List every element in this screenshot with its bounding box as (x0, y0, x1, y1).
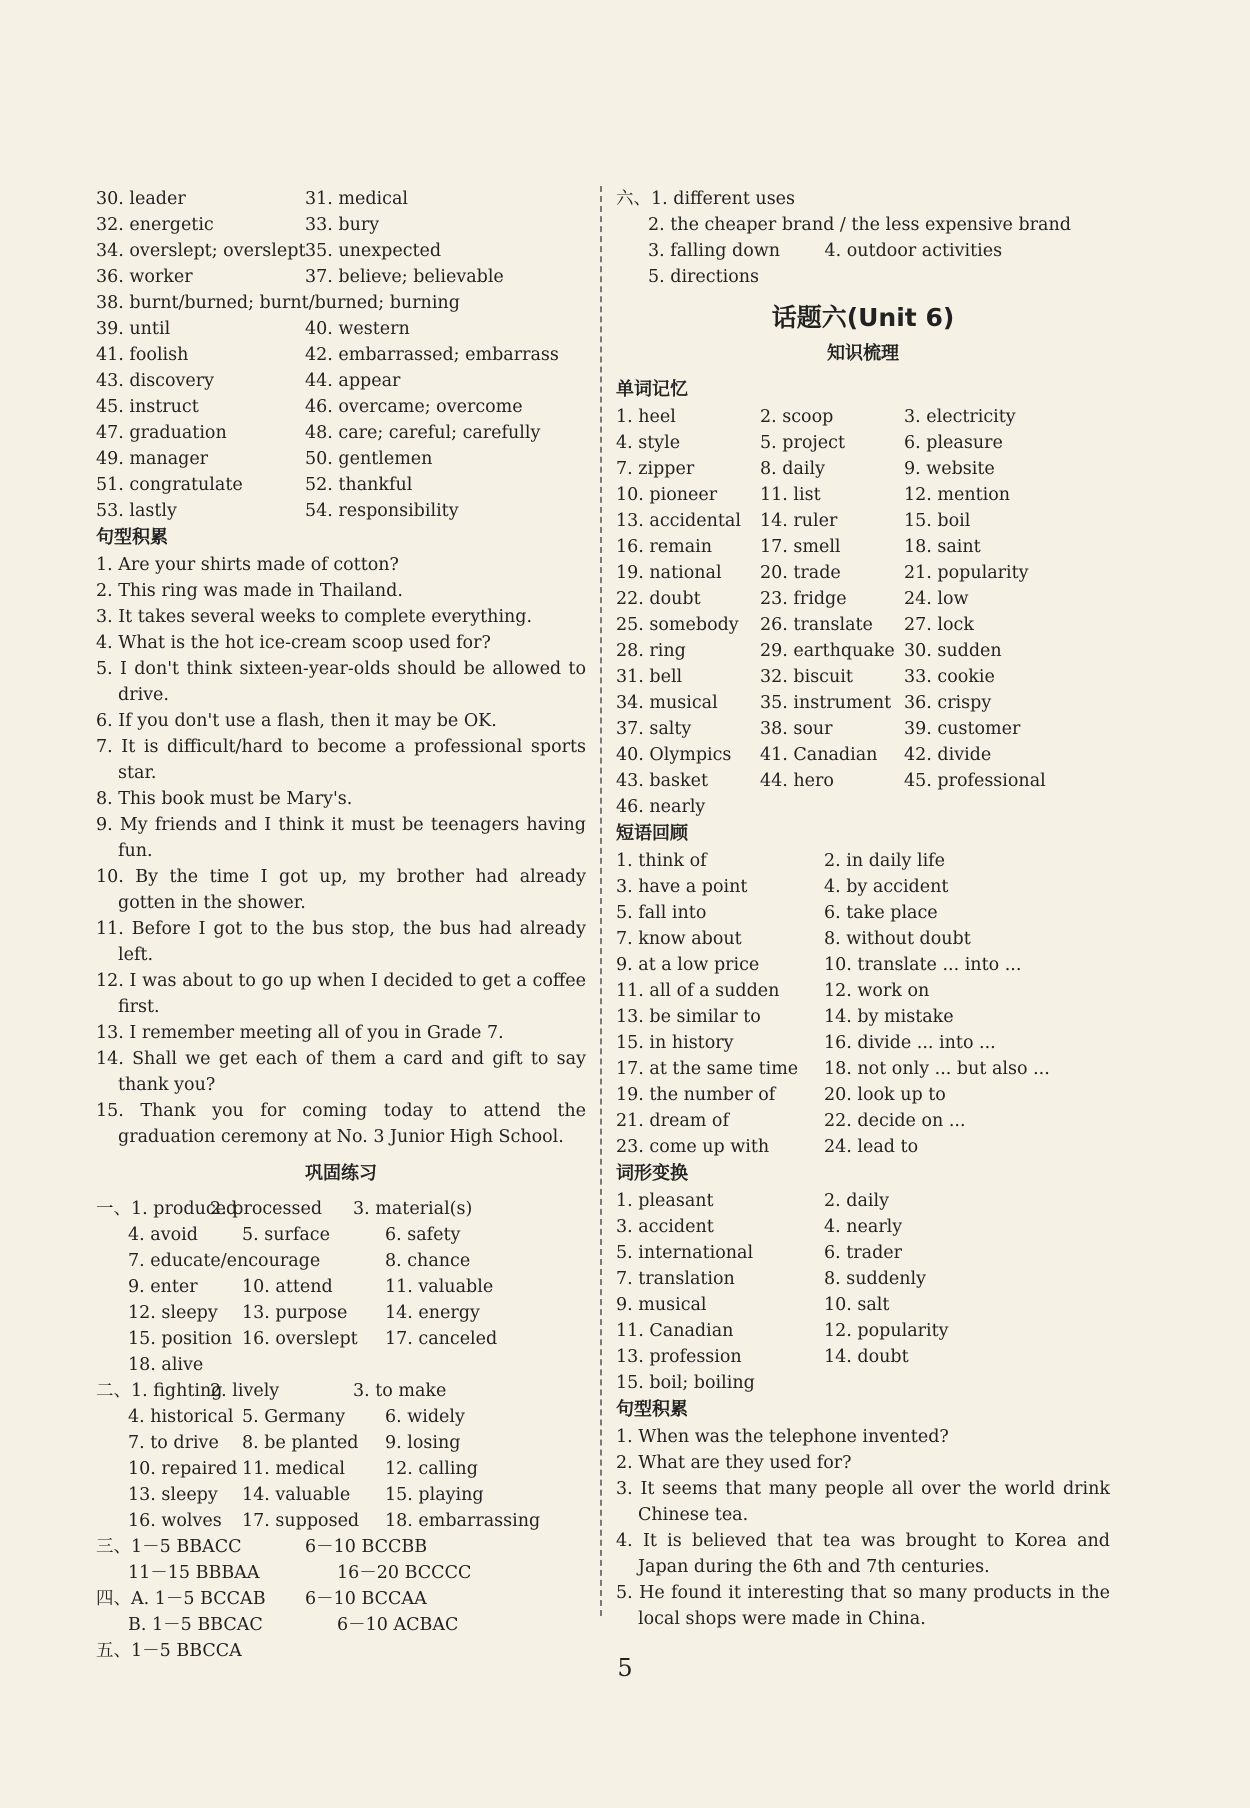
vocab-answer: 38. burnt/burned; burnt/burned; burning (96, 293, 460, 313)
practice-answer: 11. medical (242, 1459, 345, 1479)
practice-answer: 10. repaired (128, 1459, 238, 1479)
practice-answer: 17. canceled (385, 1329, 498, 1349)
practice-answer: 5. surface (242, 1225, 330, 1245)
word-form-answer: 12. popularity (824, 1321, 949, 1341)
choice-answer: 五、1－5 BBCCA (96, 1641, 242, 1661)
practice-answer: 二、1. fighting (96, 1381, 223, 1401)
sentence-answer: 3. It takes several weeks to complete everything. (96, 607, 533, 627)
phrase-answer: 13. be similar to (616, 1007, 761, 1027)
practice-answer: 9. losing (385, 1433, 461, 1453)
answer-row (616, 768, 1110, 794)
word-answer: 20. trade (760, 563, 841, 583)
answer-row (96, 1196, 586, 1222)
section-six-answer: 2. the cheaper brand / the less expensive brand (648, 215, 1071, 235)
word-answer: 3. electricity (904, 407, 1016, 427)
vocab-answer: 31. medical (305, 189, 408, 209)
vocab-answer: 40. western (305, 319, 410, 339)
practice-answer: 8. chance (385, 1251, 471, 1271)
word-answer: 2. scoop (760, 407, 834, 427)
word-answer: 22. doubt (616, 589, 701, 609)
answer-row (96, 1404, 586, 1430)
practice-answer: 12. calling (385, 1459, 478, 1479)
answer-row (96, 264, 586, 290)
vocab-answer: 41. foolish (96, 345, 189, 365)
word-answer: 4. style (616, 433, 681, 453)
word-answer: 41. Canadian (760, 745, 878, 765)
answer-row (96, 1430, 586, 1456)
sentence-answer: 11. Before I got to the bus stop, the bus had already left. (96, 919, 586, 965)
answer-row (616, 1240, 1110, 1266)
practice-answer: 5. Germany (242, 1407, 346, 1427)
answer-row (616, 1292, 1110, 1318)
phrase-answer: 12. work on (824, 981, 930, 1001)
word-form-answer: 7. translation (616, 1269, 735, 1289)
answer-row (616, 1266, 1110, 1292)
choice-answers (96, 1534, 586, 1664)
practice-answer: 2. processed (210, 1199, 323, 1219)
word-form-answer: 1. pleasant (616, 1191, 714, 1211)
word-form-answer: 6. trader (824, 1243, 903, 1263)
choice-answer: 6－10 ACBAC (337, 1615, 459, 1635)
word-answer: 13. accidental (616, 511, 741, 531)
practice-heading: 巩固练习 (305, 1163, 377, 1184)
answer-row (616, 1056, 1110, 1082)
word-answer: 15. boil (904, 511, 971, 531)
sentence-answer: 15. Thank you for coming today to attend the graduation ceremony at No. 3 Junior High School. (96, 1101, 586, 1147)
word-form-answer: 4. nearly (824, 1217, 903, 1237)
sentence-answer: 12. I was about to go up when I decided to get a coffee first. (96, 971, 586, 1017)
phrase-answer: 15. in history (616, 1033, 734, 1053)
practice-answer: 18. alive (128, 1355, 204, 1375)
practice-answer: 7. educate/encourage (128, 1251, 321, 1271)
word-answer: 32. biscuit (760, 667, 853, 687)
word-answer: 30. sudden (904, 641, 1002, 661)
practice-answer (242, 1352, 385, 1378)
word-answer: 34. musical (616, 693, 718, 713)
word-answer: 8. daily (760, 459, 825, 479)
answer-row (616, 638, 1110, 664)
sentence-answer: 4. It is believed that tea was brought to Korea and Japan during the 6th and 7th centuries. (616, 1531, 1110, 1577)
sentence-answer: 2. This ring was made in Thailand. (96, 581, 403, 601)
vocab-answer: 43. discovery (96, 371, 215, 391)
practice-answer: 16. overslept (242, 1329, 358, 1349)
answer-row (96, 212, 586, 238)
word-answer: 26. translate (760, 615, 873, 635)
unit-title: 话题六(Unit 6) (771, 303, 955, 332)
phrase-answer: 5. fall into (616, 903, 707, 923)
phrase-answer: 16. divide ... into ... (824, 1033, 996, 1053)
sentence-answer: 1. When was the telephone invented? (616, 1427, 949, 1447)
vocab-answer: 50. gentlemen (305, 449, 433, 469)
answer-row (616, 534, 1110, 560)
words-heading: 单词记忆 (616, 379, 688, 400)
answer-row (616, 952, 1110, 978)
phrase-answer: 9. at a low price (616, 955, 760, 975)
practice-answer: 18. embarrassing (385, 1511, 541, 1531)
word-answer: 19. national (616, 563, 722, 583)
practice-answer: 16. wolves (128, 1511, 222, 1531)
sentence-answer: 2. What are they used for? (616, 1453, 852, 1473)
vocab-answer: 53. lastly (96, 501, 177, 521)
answer-row (616, 1082, 1110, 1108)
sentence-answer: 14. Shall we get each of them a card and gift to say thank you? (96, 1049, 586, 1095)
word-answer: 37. salty (616, 719, 692, 739)
word-answer: 12. mention (904, 485, 1011, 505)
answer-row (96, 186, 586, 212)
vocab-answer: 34. overslept; overslept (96, 241, 306, 261)
word-form-answer: 9. musical (616, 1295, 707, 1315)
phrase-answer: 18. not only ... but also ... (824, 1059, 1050, 1079)
word-answer: 31. bell (616, 667, 683, 687)
practice-answer: 15. position (128, 1329, 233, 1349)
practice-answer: 11. valuable (385, 1277, 494, 1297)
answer-row (96, 1612, 586, 1638)
word-form-answer: 14. doubt (824, 1347, 909, 1367)
right-column (616, 186, 1110, 1632)
answer-row (96, 1560, 586, 1586)
choice-answer: 三、1－5 BBACC (96, 1537, 242, 1557)
sentence-answer: 1. Are your shirts made of cotton? (96, 555, 399, 575)
word-answer: 27. lock (904, 615, 974, 635)
sentence-answer: 4. What is the hot ice-cream scoop used for? (96, 633, 491, 653)
answer-row (616, 926, 1110, 952)
vocab-answer: 51. congratulate (96, 475, 243, 495)
section-six-answer: 5. directions (648, 267, 759, 287)
phrase-answer: 11. all of a sudden (616, 981, 780, 1001)
phrase-answer: 19. the number of (616, 1085, 776, 1105)
forms-heading: 词形变换 (616, 1163, 688, 1184)
answer-row (96, 1482, 586, 1508)
sentence-heading-right: 句型积累 (616, 1399, 688, 1420)
phrase-answer: 24. lead to (824, 1137, 919, 1157)
sentence-answer: 6. If you don't use a flash, then it may be OK. (96, 711, 497, 731)
answer-row (616, 1214, 1110, 1240)
practice-answer: 12. sleepy (128, 1303, 218, 1323)
phrase-answer: 20. look up to (824, 1085, 946, 1105)
phrase-answer: 4. by accident (824, 877, 949, 897)
answer-row (96, 1456, 586, 1482)
answer-row (96, 498, 586, 524)
practice-answer: 4. avoid (128, 1225, 198, 1245)
word-form-answer: 5. international (616, 1243, 754, 1263)
vocab-answer: 32. energetic (96, 215, 214, 235)
word-list (616, 404, 1110, 820)
vocab-answer: 54. responsibility (305, 501, 459, 521)
vocab-answer: 49. manager (96, 449, 209, 469)
answer-row (616, 664, 1110, 690)
sentence-answer: 5. I don't think sixteen-year-olds should be allowed to drive. (96, 659, 586, 705)
answer-row (616, 560, 1110, 586)
phrase-answer: 3. have a point (616, 877, 748, 897)
sentence-answer: 13. I remember meeting all of you in Grade 7. (96, 1023, 504, 1043)
answer-row (616, 612, 1110, 638)
answer-row (96, 1300, 586, 1326)
sentence-answer: 10. By the time I got up, my brother had already gotten in the shower. (96, 867, 586, 913)
sentence-list-left (96, 552, 586, 1150)
sentence-answer: 7. It is difficult/hard to become a professional sports star. (96, 737, 586, 783)
answer-row (96, 290, 586, 316)
answer-row (96, 1586, 586, 1612)
word-answer: 23. fridge (760, 589, 847, 609)
practice-answer: 14. energy (385, 1303, 480, 1323)
word-form-list (616, 1188, 1110, 1396)
word-answer: 7. zipper (616, 459, 695, 479)
answer-row (96, 238, 586, 264)
practice-answer: 13. purpose (242, 1303, 348, 1323)
word-answer: 25. somebody (616, 615, 739, 635)
word-answer: 9. website (904, 459, 995, 479)
answer-row (616, 690, 1110, 716)
choice-answer: B. 1－5 BBCAC (128, 1615, 263, 1635)
word-answer: 24. low (904, 589, 969, 609)
sentence-answer: 8. This book must be Mary's. (96, 789, 353, 809)
vocab-answer: 45. instruct (96, 397, 199, 417)
sentence-answer: 9. My friends and I think it must be teenagers having fun. (96, 815, 586, 861)
phrase-answer: 10. translate ... into ... (824, 955, 1022, 975)
phrase-answer: 2. in daily life (824, 851, 945, 871)
vocab-answer: 52. thankful (305, 475, 413, 495)
word-answer: 33. cookie (904, 667, 995, 687)
answer-row (96, 420, 586, 446)
answer-row (616, 1108, 1110, 1134)
answer-row (616, 1318, 1110, 1344)
word-answer: 6. pleasure (904, 433, 1003, 453)
vocab-answer: 47. graduation (96, 423, 227, 443)
word-answer: 5. project (760, 433, 845, 453)
vocab-answer: 35. unexpected (305, 241, 442, 261)
practice-answer: 14. valuable (242, 1485, 351, 1505)
section-six-answer: 六、1. different uses (616, 189, 796, 209)
choice-answer: 6－10 BCCAA (305, 1589, 427, 1609)
answer-row (96, 1326, 586, 1352)
answer-row (616, 848, 1110, 874)
answer-row (96, 1534, 586, 1560)
word-answer: 16. remain (616, 537, 713, 557)
vocab-answer: 42. embarrassed; embarrass (305, 345, 559, 365)
word-answer: 42. divide (904, 745, 992, 765)
word-answer: 17. smell (760, 537, 841, 557)
choice-answer: 11－15 BBBAA (128, 1563, 260, 1583)
answer-row (616, 1370, 1110, 1396)
answer-row (96, 368, 586, 394)
answer-row (96, 472, 586, 498)
answer-row (96, 1274, 586, 1300)
phrase-list (616, 848, 1110, 1160)
word-answer: 39. customer (904, 719, 1021, 739)
word-form-answer: 2. daily (824, 1191, 889, 1211)
sentence-answer: 3. It seems that many people all over the world drink Chinese tea. (616, 1479, 1110, 1525)
word-answer: 21. popularity (904, 563, 1029, 583)
answer-row (616, 1030, 1110, 1056)
answer-row (616, 742, 1110, 768)
answer-row (616, 586, 1110, 612)
phrase-answer: 14. by mistake (824, 1007, 954, 1027)
practice-answer: 3. to make (353, 1381, 447, 1401)
phrase-answer: 23. come up with (616, 1137, 770, 1157)
practice-answer: 17. supposed (242, 1511, 360, 1531)
column-divider (600, 186, 602, 1616)
answer-row (616, 978, 1110, 1004)
phrase-answer: 21. dream of (616, 1111, 729, 1131)
phrases-heading: 短语回顾 (616, 823, 688, 844)
answer-row (616, 716, 1110, 742)
word-answer: 46. nearly (616, 797, 706, 817)
answer-row (616, 1344, 1110, 1370)
sentence-answer: 5. He found it interesting that so many products in the local shops were made in China. (616, 1583, 1110, 1629)
answer-row (96, 394, 586, 420)
sentence-list-right (616, 1424, 1110, 1632)
answer-row (616, 482, 1110, 508)
answer-row (616, 456, 1110, 482)
vocab-answer: 39. until (96, 319, 171, 339)
answer-row (616, 430, 1110, 456)
answer-row (616, 404, 1110, 430)
word-answer: 28. ring (616, 641, 686, 661)
phrase-answer: 17. at the same time (616, 1059, 799, 1079)
word-answer: 10. pioneer (616, 485, 718, 505)
vocab-answer: 30. leader (96, 189, 186, 209)
word-form-answer: 10. salt (824, 1295, 890, 1315)
answer-row (96, 1378, 586, 1404)
practice-answer: 7. to drive (128, 1433, 219, 1453)
word-form-answer: 3. accident (616, 1217, 714, 1237)
word-answer: 35. instrument (760, 693, 892, 713)
left-column (96, 186, 586, 1664)
answer-row (96, 342, 586, 368)
word-form-answer: 13. profession (616, 1347, 742, 1367)
phrase-answer: 7. know about (616, 929, 742, 949)
word-answer: 1. heel (616, 407, 676, 427)
practice-answer: 6. widely (385, 1407, 465, 1427)
phrase-answer: 22. decide on ... (824, 1111, 966, 1131)
word-answer: 44. hero (760, 771, 834, 791)
practice-answer: 一、1. produced (96, 1199, 238, 1219)
word-form-answer: 11. Canadian (616, 1321, 734, 1341)
answer-row (616, 1134, 1110, 1160)
answer-row (616, 1004, 1110, 1030)
answer-row (616, 900, 1110, 926)
answer-row (616, 508, 1110, 534)
answer-row (616, 794, 1110, 820)
answer-row (96, 1352, 586, 1378)
practice-answer: 2. lively (210, 1381, 280, 1401)
practice-answer (242, 1248, 385, 1274)
choice-answer: 6－10 BCCBB (305, 1537, 428, 1557)
section-six-answer: 3. falling down 4. outdoor activities (648, 241, 1003, 261)
vocab-answer: 33. bury (305, 215, 380, 235)
answer-row (96, 1248, 586, 1274)
word-form-answer: 15. boil; boiling (616, 1373, 755, 1393)
word-answer: 38. sour (760, 719, 833, 739)
practice-answer: 8. be planted (242, 1433, 359, 1453)
practice-answer: 4. historical (128, 1407, 234, 1427)
phrase-answer: 8. without doubt (824, 929, 971, 949)
choice-answer: 16－20 BCCCC (337, 1563, 472, 1583)
word-answer: 11. list (760, 485, 821, 505)
word-answer: 14. ruler (760, 511, 838, 531)
word-form-answer: 8. suddenly (824, 1269, 927, 1289)
answer-row (96, 1222, 586, 1248)
practice-answer: 6. safety (385, 1225, 461, 1245)
practice-answer: 10. attend (242, 1277, 333, 1297)
vocab-answer: 48. care; careful; carefully (305, 423, 541, 443)
knowledge-heading: 知识梳理 (827, 343, 899, 364)
answer-row (96, 1508, 586, 1534)
page-number: 5 (617, 1654, 633, 1682)
vocab-answer: 44. appear (305, 371, 401, 391)
practice-answer: 13. sleepy (128, 1485, 218, 1505)
phrase-answer: 6. take place (824, 903, 938, 923)
word-answer: 43. basket (616, 771, 709, 791)
practice-list (96, 1196, 586, 1534)
answer-row (96, 316, 586, 342)
answer-row (96, 446, 586, 472)
word-answer: 29. earthquake (760, 641, 895, 661)
vocab-list (96, 186, 586, 524)
sentence-heading-left: 句型积累 (96, 527, 168, 548)
practice-answer: 15. playing (385, 1485, 484, 1505)
vocab-answer: 37. believe; believable (305, 267, 504, 287)
phrase-answer: 1. think of (616, 851, 707, 871)
practice-answer: 3. material(s) (353, 1199, 473, 1219)
word-answer: 40. Olympics (616, 745, 732, 765)
practice-answer: 9. enter (128, 1277, 198, 1297)
section-six (616, 186, 1110, 290)
choice-answer: 四、A. 1－5 BCCAB (96, 1589, 266, 1609)
word-answer: 45. professional (904, 771, 1046, 791)
answer-row (616, 874, 1110, 900)
vocab-answer: 36. worker (96, 267, 193, 287)
word-answer: 18. saint (904, 537, 981, 557)
word-answer: 36. crispy (904, 693, 992, 713)
answer-row (616, 1188, 1110, 1214)
vocab-answer: 46. overcame; overcome (305, 397, 523, 417)
word-answer (760, 794, 904, 820)
